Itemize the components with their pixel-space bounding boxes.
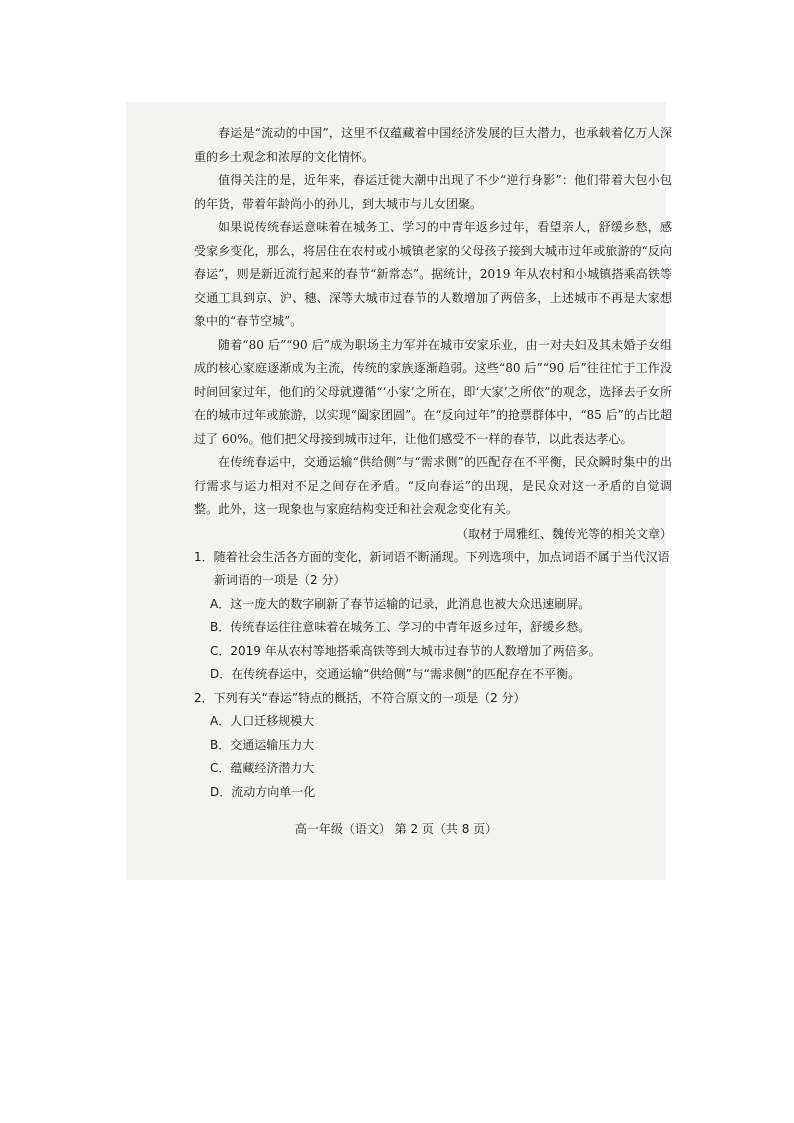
article-paragraph-3: 如果说传统春运意味着在城务工、学习的中青年返乡过年，看望亲人，舒缓乡愁，感受家乡变化，那么，将居住在农村或小城镇老家的父母孩子接到大城市过年或旅游的“反向春运”，则是新近流行起来的春节“新常态”。据统计，2019 年从农村和小城镇搭乘高铁等交通工具到京、沪、穗、深等大城市过春节的人数增加了两倍多，上述城市不再是大家想象中的“春节空城”。 [194,220,672,328]
question-2-option-b: B．交通运输压力大 [210,737,315,752]
question-1-stem: 1．随着社会生活各方面的变化，新词语不断涌现。下列选项中，加点词语不属于当代汉语新词语的一项是（2 分） [194,549,670,587]
article-paragraph-2: 值得关注的是，近年来，春运迁徙大潮中出现了不少“逆行身影”：他们带着大包小包的年货，带着年龄尚小的孙儿，到大城市与儿女团聚。 [194,173,672,211]
question-1-option-d: D．在传统春运中，交通运输“供给侧”与“需求侧”的匹配存在不平衡。 [210,667,581,681]
article-paragraph-5: 在传统春运中，交通运输“供给侧”与“需求侧”的匹配存在不平衡，民众瞬时集中的出行需求与运力相对不足之间存在矛盾。“反向春运”的出现，是民众对这一矛盾的自觉调整。此外，这一现象也与家庭结构变迁和社会观念变化有关。 [194,455,672,516]
question-2-option-d: D．流动方向单一化 [210,784,316,799]
question-1-option-b: B．传统春运往往意味着在城务工、学习的中青年返乡过年，舒缓乡愁。 [210,620,591,634]
question-1-option-c: C．2019 年从农村等地搭乘高铁等到大城市过春节的人数增加了两倍多。 [210,643,601,658]
article-paragraph-1: 春运是“流动的中国”，这里不仅蕴藏着中国经济发展的巨大潜力，也承载着亿万人深重的乡土观念和浓厚的文化情怀。 [194,126,672,164]
question-2-option-a: A．人口迁移规模大 [210,714,315,728]
question-1-option-a: A．这一庞大的数字刷新了春节运输的记录，此消息也被大众迅速刷屏。 [210,596,591,611]
article-paragraph-4: 随着“80 后”“90 后”成为职场主力军并在城市安家乐业，由一对夫妇及其未婚子女组成的核心家庭逐渐成为主流，传统的家族逐渐趋弱。这些“80 后”“90 后”往往忙于工作没时间回家过年，他们的父母就遵循“‘小家’之所在，即‘大家’之所依”的观念，选择去子女所在的城市过年或旅游，以实现“阖家团圆”。在“反向过年”的抢票群体中，“85 后”的占比超过了 60%。他们把父母接到城市过年，让他们感受不一样的春节，以此表达孝心。 [194,337,672,446]
page-footer: 高一年级（语文） 第 2 页（共 8 页） [294,822,498,836]
question-2-option-c: C．蕴藏经济潜力大 [210,761,315,775]
question-2-stem: 2．下列有关“春运”特点的概括，不符合原文的一项是（2 分） [194,690,526,705]
page-content [194,122,672,804]
article-source: （取材于周雅红、魏传光等的相关文章） [455,526,672,541]
